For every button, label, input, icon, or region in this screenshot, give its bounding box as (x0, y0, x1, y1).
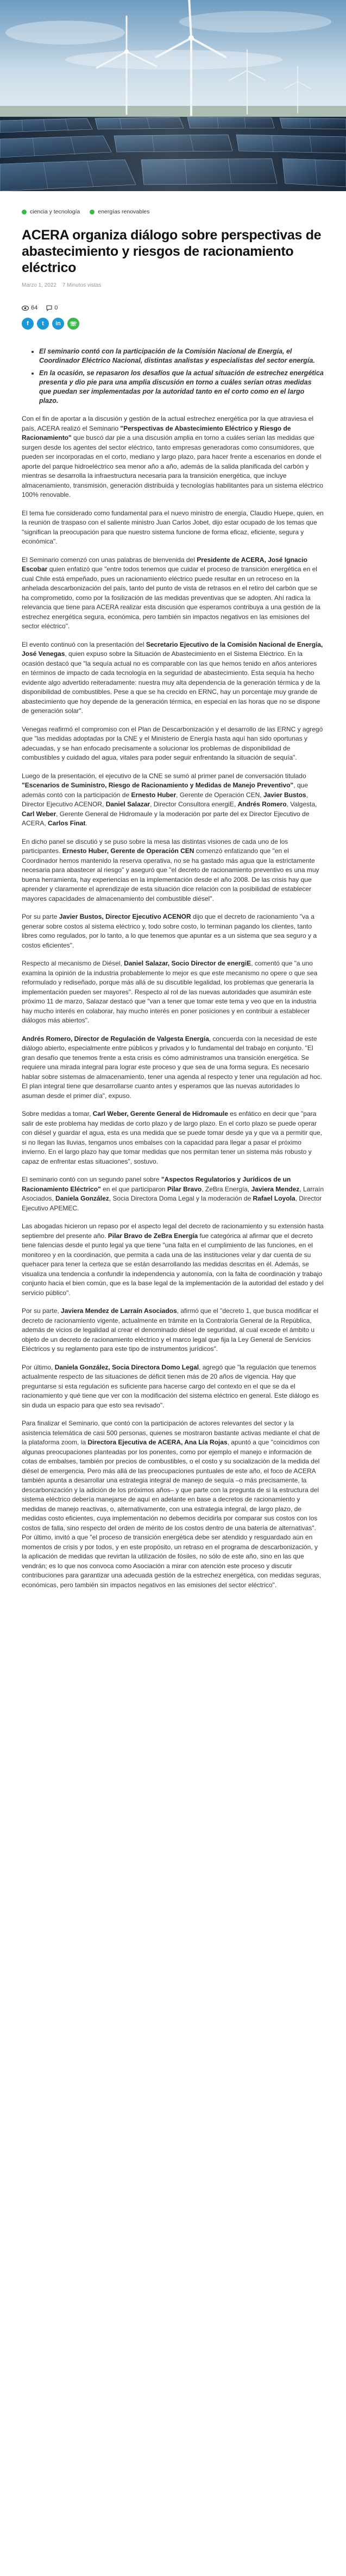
linkedin-icon: in (55, 320, 61, 327)
paragraph-text: fue categórica al afirmar que el decreto tiene falencias desde el punto legal ya que tiene "una falta en el cumplimiento de las funciones, en el monitoreo y en la coordinación, que permita a cada una de las instituciones velar y dar cuenta de su quehacer para tener la certeza que se están desarrollando las medidas descritas en él. Además, se visualiza una tendencia a confundir la independencia y autonomía, con la falta de coordinación y trabajo conjunto hacia el bien común, que es la base legal de la implementación de la autoridad del estado y del servicio público". (22, 1232, 324, 1297)
bold-text: Pilar Bravo de ZeBra Energía (108, 1232, 198, 1240)
comments-count[interactable] (46, 305, 58, 311)
paragraph-text: quien enfatizó que "entre todos tenemos que cuidar el proceso de transición energética en el cual Chile está empeñado, pues un racionamiento eléctrico puede resultar en un retroceso en la anhelada descarbonización del país, tanto del punto de vista de retrasos en el retiro del carbón que se ha comprometido, como por la fosilización de las medidas preventivas que se adopten. Ahí radica la relevancia que tiene para ACERA realizar esta discusión que esperamos contribuya a una gestión de la estrechez energética segura, económica, pero también sin impactos negativos en las emisiones del sector eléctrico". (22, 565, 320, 630)
bold-text: "Escenarios de Suministro, Riesgo de Racionamiento y Medidas de Manejo Preventivo" (22, 781, 294, 789)
paragraph-text: . (85, 819, 87, 827)
paragraph-text: , quien expuso sobre la Situación de Abastecimiento en el Sistema Eléctrico. En la ocasión destacó que "la sequía actual no es comparable con las que hemos tenido en años anteriores en términos de impacto de cada tecnología en la seguridad de abastecimiento. Esta sequía ha hecho evidente algo advertido reiteradamente: nuestra muy alta dependencia de la generación térmica y de la disponibilidad de combustibles. Pese a que se ha crecido en ERNC, hay un porcentaje muy grande de abastecimiento que hoy depende de la generación térmica, en especial en las horas que no se dispone de generación solar". (22, 650, 320, 715)
paragraph-text: , Socia Directora Doma Legal y la moderación de (109, 1195, 253, 1202)
bold-text: Daniela González, Socia Directora Domo Legal (54, 1363, 199, 1371)
bold-text: "Perspectivas de Abastecimiento Eléctrico y Riesgo de Racionamiento" (22, 424, 291, 441)
bold-text: Carlos Finat (48, 819, 86, 827)
paragraph-text: Por último, (22, 1363, 55, 1371)
paragraph-text: dijo que el decreto de racionamiento "va a generar sobre costos al sistema eléctrico y, todo sobre costo, lo terminan pagando los clientes, tanto libres como regulados, por lo tanto, a lo que tenemos que apuntar es a un sistema que sea seguro y a costos eficientes". (22, 913, 317, 949)
bold-text: Presidente de ACERA, José Ignacio Escobar (22, 555, 307, 573)
body-paragraph (22, 912, 324, 950)
highlight-item: • En la ocasión, se repasaron los desafíos que la actual situación de estrechez energética presenta y dio pie para una amplia discusión en torno a cuáles serían otras medidas que puedan ser implementadas por la autoridad tanto en el corto como en el largo plazo. (39, 369, 324, 406)
twitter-share-button[interactable] (37, 318, 49, 330)
body-paragraph (22, 1306, 324, 1354)
wind-turbines-solar-panels-photo (0, 0, 346, 191)
paragraph-text: El evento continuó con la presentación del (22, 640, 146, 648)
bold-text: Javiera Mendez (251, 1185, 300, 1193)
body-paragraph (22, 725, 324, 763)
paragraph-text: El seminario contó con un segundo panel sobre (22, 1176, 161, 1183)
tag-ciencia-y-tecnologia[interactable] (22, 209, 80, 215)
bold-text: Carl Weber (22, 810, 56, 818)
body-paragraph (22, 1175, 324, 1213)
paragraph-text: , agregó que "la regulación que tenemos actualmente respecto de las situaciones de déficit tienen más de 20 años de vigencia. Hay que preguntarse si esta regulación es suficiente para hacerse cargo del contexto en el que se da el racionamiento y qué tiene que ver con la modificación del sistema eléctrico en general. Este diálogo es sin duda un espacio para que esto sea revisado". (22, 1363, 319, 1409)
body-paragraph (22, 837, 324, 904)
paragraph-text: , Valgesta, (286, 800, 317, 808)
bold-text: Daniela González (55, 1195, 109, 1202)
paragraph-text: Venegas reafirmó el compromiso con el Plan de Descarbonización y el desarrollo de las ERNC y agregó que "las medidas adoptadas por la CNE y el Ministerio de Energía hasta aquí han sido oportunas y adecuadas, y se han enfocado precisamente a solucionar los problemas de disponibilidad de combustibles y cuidado del agua, vitales para poder seguir enfrentando la situación de sequía". (22, 725, 323, 761)
paragraph-text: Por su parte, (22, 1307, 61, 1315)
bold-text: Ernesto Huber (131, 791, 177, 799)
category-tags (22, 209, 324, 215)
paragraph-text: , Gerente de Operación CEN, (176, 791, 263, 799)
facebook-share-button[interactable] (22, 318, 34, 330)
article-title: ACERA organiza diálogo sobre perspectivas de abastecimiento y riesgos de racionamiento eléctrico (22, 228, 322, 275)
paragraph-text: Para finalizar el Seminario, que contó con la participación de actores relevantes del sector y la asistencia telemática de casi 500 personas, quienes se mostraron bastante activas mediante el chat de la plataforma zoom, la (22, 1419, 320, 1446)
facebook-icon: f (27, 320, 29, 327)
body-paragraph (22, 772, 324, 829)
body-paragraph (22, 509, 324, 547)
tag-label: ciencia y tecnología (30, 209, 80, 215)
bold-text: Javiera Mendez de Larraín Asociados (61, 1307, 177, 1315)
body-paragraph (22, 555, 324, 632)
paragraph-text: comenzó enfatizando que "en el Coordinador hemos mantenido la reserva operativa, no se ha gastado más agua que la estrictamente necesaria para abastecer al riesgo" y aseguró que "el decreto de racionamiento preventivo es una muy buena herramienta, hay experiencias en la implementación desde el año 2008. De las crisis hay que aprender y claramente el aprendizaje de esta situación dice relación con la posibilidad de establecer mayores capacidades de almacenamiento del combustible diésel". (22, 847, 319, 902)
linkedin-share-button[interactable] (52, 318, 64, 330)
paragraph-text: Respecto al mecanismo de Diésel, (22, 959, 124, 967)
read-time: 7 Minutos vistas (62, 282, 102, 288)
article-meta (22, 282, 324, 288)
tag-label: energías renovables (98, 209, 150, 215)
paragraph-text: , afirmó que el "decreto 1, que busca modificar el decreto de racionamiento vigente, actualmente en trámite en la Contraloría General de la República, además de vicios de legalidad al crear el denominado diésel de seguridad, al cual excede el ámbito u objeto de un decreto de racionamiento eléctrico y el marco legal que fija la Ley General de Servicios Eléctricos y su reglamento para este tipo de instrumentos jurídicos". (22, 1307, 319, 1353)
article-body (22, 414, 324, 1590)
body-paragraph (22, 414, 324, 500)
paragraph-text: , Director Ejecutivo ACENOR, (22, 791, 308, 808)
bold-text: Javier Bustos, Director Ejecutivo ACENOR (59, 913, 191, 920)
paragraph-text: , que además contó con la participación de (22, 781, 308, 799)
paragraph-text: , Larraín Asociados, (22, 1185, 324, 1202)
paragraph-text: , concuerda con la necesidad de este diálogo abierto, especialmente entre públicos y privados y lo fundamental del trabajo en conjunto. "El gran desafío que tenemos frente a esta crisis es cómo administramos una transición energética. Se requiere una mirada integral para lograr este proceso y que sea de una forma segura. Es necesario hablar sobre sistemas de almacenamiento, tener una agenda al respecto y tener una regulación ad hoc. El plan integral tiene que desarrollarse cuanto antes y esperamos que las nuevas autoridades lo asuman desde el primer día", expuso. (22, 1034, 323, 1100)
paragraph-text: , Director Ejecutivo APEMEC. (22, 1195, 322, 1212)
comment-icon (46, 305, 52, 311)
body-paragraph (22, 959, 324, 1026)
body-paragraph (22, 1419, 324, 1590)
bold-text: "Aspectos Regulatorios y Jurídicos de un Racionamiento Eléctrico" (22, 1176, 291, 1193)
body-paragraph (22, 1363, 324, 1411)
paragraph-text: En dicho panel se discutió y se puso sobre la mesa las distintas visiones de cada uno de los participantes. (22, 837, 288, 855)
paragraph-text: que buscó dar pie a una discusión amplia en torno a cuáles serían las medidas que surgen desde los agentes del sector eléctrico, tanto empresas generadoras como consumidores, que pueden ser incorporadas en el corto, mediano y largo plazo, para hacer frente a escenarios en donde el aporte del parque hidroeléctrico sea menor año a año, además de la salida planificada del carbón y mientras se desarrolla la infraestructura necesaria para la transición energética, que incluye almacenamiento, transmisión, generación distribuida y tecnologías habilitantes para un sistema eléctrico 100% renovable. (22, 434, 323, 498)
bold-text: Daniel Salazar (105, 800, 150, 808)
body-paragraph (22, 640, 324, 716)
paragraph-text: Luego de la presentación, el ejecutivo de la CNE se sumó al primer panel de conversación titulado (22, 772, 306, 780)
paragraph-text: Con el fin de aportar a la discusión y gestión de la actual estrechez energética por la que atraviesa el país, ACERA realizó el Seminario (22, 415, 313, 432)
paragraph-text: Por su parte (22, 913, 59, 920)
body-paragraph (22, 1222, 324, 1298)
paragraph-text: El Seminario comenzó con unas palabras de bienvenida del (22, 555, 197, 564)
paragraph-text: El tema fue considerado como fundamental para el nuevo ministro de energía, Claudio Huepe, quien, en la reunión de traspaso con el saliente ministro Juan Carlos Jobet, dijo estar ocupado de los temas que "significan la preocupación para que nuestro sistema funcione de forma eficaz, eficiente, segura y económica". (22, 509, 324, 545)
share-buttons (22, 318, 324, 330)
paragraph-text: , ZeBra Energía, (202, 1185, 251, 1193)
views-value: 64 (31, 305, 38, 311)
article (0, 209, 346, 1590)
paragraph-text: , Director Consultora energiE, (150, 800, 238, 808)
comments-value: 0 (54, 305, 58, 311)
paragraph-text: Sobre medidas a tomar, (22, 1110, 93, 1117)
publish-date: Marzo 1, 2022 (22, 282, 56, 288)
body-paragraph (22, 1109, 324, 1166)
hero-image (0, 0, 346, 191)
bold-text: Javier Bustos (263, 791, 306, 799)
paragraph-text: Las abogadas hicieron un repaso por el aspecto legal del decreto de racionamiento y su extensión hasta septiembre del presente año. (22, 1222, 324, 1240)
bold-text: Andrés Romero, Director de Regulación de Valgesta Energía (22, 1034, 209, 1043)
tag-energias-renovables[interactable] (90, 209, 149, 215)
body-paragraph (22, 1034, 324, 1101)
paragraph-text: , Gerente General de Hidromaule y la moderación por parte del ex Director Ejecutivo de ACERA, (22, 810, 310, 827)
bold-text: Carl Weber, Gerente General de Hidromaule (92, 1110, 228, 1117)
tag-dot-icon (90, 210, 95, 214)
bold-text: Directora Ejecutiva de ACERA, Ana Lía Rojas (87, 1438, 228, 1446)
article-stats (22, 305, 324, 311)
article-highlights (22, 347, 324, 406)
eye-icon (22, 306, 29, 311)
whatsapp-share-button[interactable] (67, 318, 79, 330)
views-count (22, 305, 37, 311)
bold-text: Andrés Romero (237, 800, 287, 808)
paragraph-text: en el que participaron (100, 1185, 167, 1193)
paragraph-text: es enfático en decir que "para salir de este problema hay medidas de corto plazo y de largo plazo. En el corto plazo se puede operar con diésel y guardar el agua, esta es una medida que se puede tomar desde ya y que va a permitir que, si no llegan las lluvias, tengamos unos embalses con la capacidad para llegar a pasar el próximo invierno. En el largo plazo hay que tomar medidas que nos permitan tener un sistema más robusto y capaz de enfrentar estas situaciones", sostuvo. (22, 1110, 323, 1165)
paragraph-text: , comentó que "a uno examina la opinión de la industria probablemente lo mejor es que este mecanismo no opere o que sea reformulado y rediseñado, porque más allá de su discutible legalidad, los problemas que generaría la implementación pueden ser mayores". Respecto al rol de las nuevas autoridades que asumirán este próximo 11 de marzo, Salazar destacó que "van a tener que tomar este tema y veo que en la industria hay mucho interés en colaborar, hay mucho interés en poner posiciones y en contribuir a establecer diálogos más abiertos". (22, 959, 318, 1024)
bold-text: Rafael Loyola (253, 1195, 295, 1202)
bold-text: Ernesto Huber, Gerente de Operación CEN (62, 847, 194, 855)
tag-dot-icon (22, 210, 27, 214)
highlight-item: • El seminario contó con la participación de la Comisión Nacional de Energía, el Coordinador Eléctrico Nacional, distintas analistas y especialistas del sector energía. (39, 347, 324, 365)
bold-text: Pilar Bravo (167, 1185, 202, 1193)
twitter-icon: t (42, 320, 44, 327)
paragraph-text: , apuntó a que "coincidimos con algunas preocupaciones planteadas por los ponentes, como por ejemplo el manejo e información de cotas de embalses, también por precios de combustibles, o el costo y su socialización de la medida del diésel de emergencia. Pero más allá de las preocupaciones puntuales de este año, el foco de ACERA también apunta a desarrollar una estrategia integral de manejo de sequía –o más precisamente, la descarbonización y la adición de los próximos años– y que parte con la pregunta de si la estructura del sistema eléctrico debería manejarse de aquí en adelante en base a decretos de racionamiento y medidas de manejo reactivas, o, alternativamente, con una estrategia integral, de largo plazo, de medidas costo eficientes, cuya implementación no debemos decidirla por comparar sus costos con los costos de falla, sino respecto del orden de mérito de los costos dentro de una batería de alternativas". Por último, invitó a que "el proceso de transición energética debe ser atendido y resguardado aún en momentos de crisis y por todos, y en este propósito, un retraso en el programa de descarbonización, y la aplicación de medidas que revirtan la utilización de fósiles, no sólo de este año, sino en las que vendrán; es lo que nos convoca como Asociación a mirar con atención este proceso y discutir contribuciones para garantizar una adecuada gestión de la estrechez energética, con medidas seguras, económicas, pero también sin impactos negativos en las emisiones del sector eléctrico". (22, 1438, 322, 1589)
whatsapp-icon: ☏ (70, 320, 77, 327)
bold-text: Daniel Salazar, Socio Director de energiE (124, 959, 251, 967)
bold-text: Secretario Ejecutivo de la Comisión Nacional de Energía, José Venegas (22, 640, 323, 658)
